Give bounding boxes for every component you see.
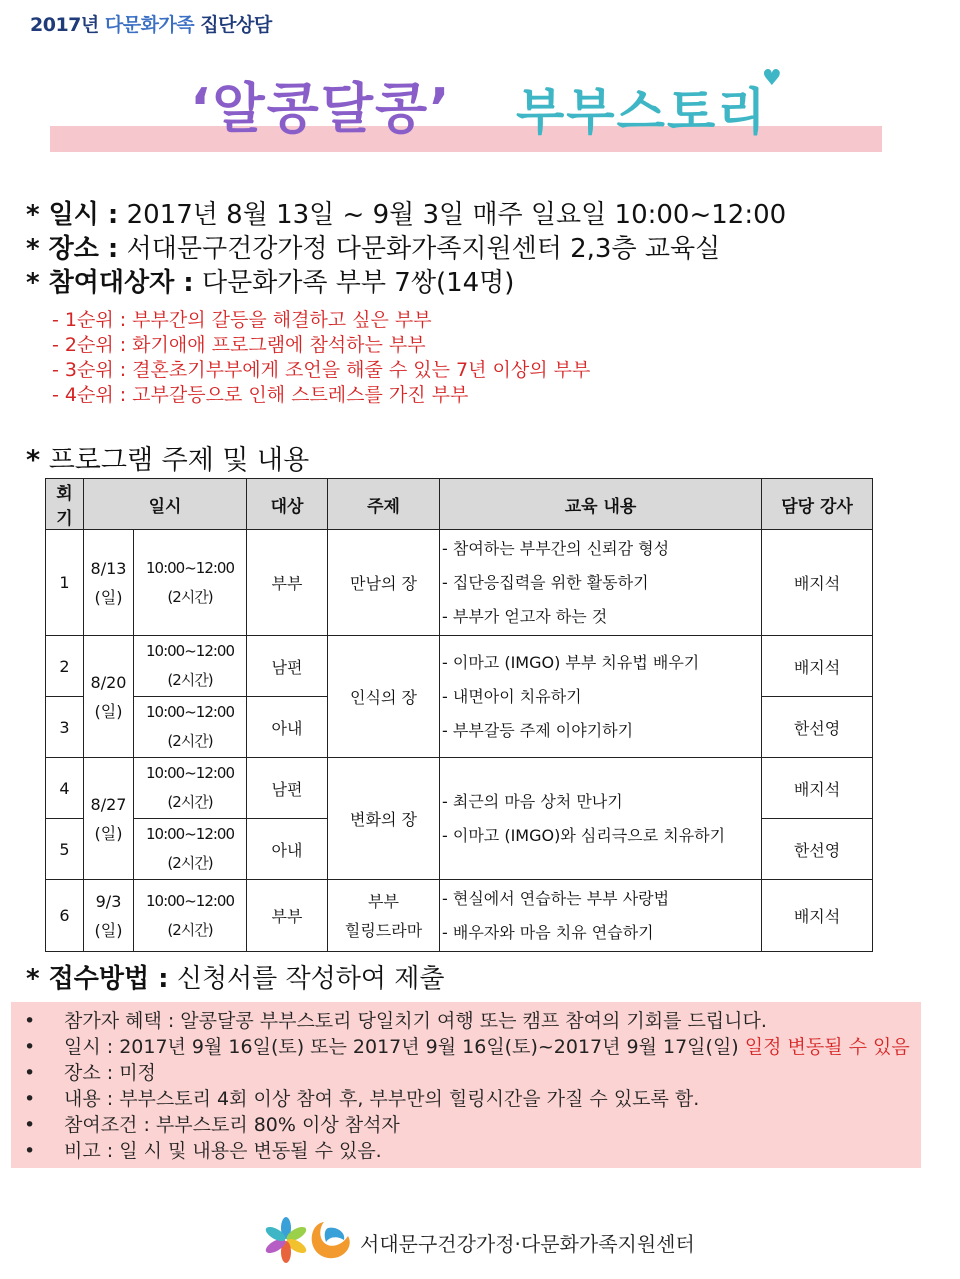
session-target: 부부 xyxy=(247,530,328,636)
session-instructor: 배지석 xyxy=(762,530,873,636)
session-time: 10:00~12:00 (2시간) xyxy=(134,636,247,697)
table-header-row xyxy=(46,479,873,530)
session-date: 9/3 (일) xyxy=(84,880,134,952)
session-time: 10:00~12:00 (2시간) xyxy=(134,530,247,636)
table-row xyxy=(46,758,873,819)
session-content: - 현실에서 연습하는 부부 사랑법 - 배우자와 마음 치유 연습하기 xyxy=(440,880,762,952)
benefit-item: • 참가자 혜택 : 알콩달콩 부부스토리 당일치기 여행 또는 캠프 참여의 기회를 드립니다. xyxy=(24,1010,767,1032)
title-left: ‘알콩달콩’ xyxy=(190,77,452,140)
session-target: 아내 xyxy=(247,819,328,880)
session-instructor: 배지석 xyxy=(762,636,873,697)
session-topic: 인식의 장 xyxy=(328,636,440,758)
schedule-table xyxy=(45,478,873,952)
org-name: 서대문구건강가정·다문화가족지원센터 xyxy=(360,1232,695,1256)
table-row xyxy=(46,880,873,952)
info-target: * 참여대상자 : 다문화가족 부부 7쌍(14명) xyxy=(26,268,515,298)
type-label: 집단상담 xyxy=(200,14,272,36)
session-topic: 만남의 장 xyxy=(328,530,440,636)
header-target: 대상 xyxy=(247,479,328,530)
benefit-item: • 일시 : 2017년 9월 16일(토) 또는 2017년 9월 16일(토)~2017년 9월 17일(일) 일정 변동될 수 있음 xyxy=(24,1036,910,1058)
receipt-method: * 접수방법 : 신청서를 작성하여 제출 xyxy=(26,964,445,994)
session-no: 4 xyxy=(46,758,84,819)
program-section-title: * 프로그램 주제 및 내용 xyxy=(26,445,310,476)
session-content: - 이마고 (IMGO) 부부 치유법 배우기 - 내면아이 치유하기 - 부부갈등 주제 이야기하기 xyxy=(440,636,762,758)
session-time: 10:00~12:00 (2시간) xyxy=(134,697,247,758)
session-instructor: 한선영 xyxy=(762,697,873,758)
header-content: 교육 내용 xyxy=(440,479,762,530)
info-date: * 일시 : 2017년 8월 13일 ~ 9월 3일 매주 일요일 10:00~12:00 xyxy=(26,200,787,230)
event-info xyxy=(26,198,786,300)
benefit-item: • 비고 : 일 시 및 내용은 변동될 수 있음. xyxy=(24,1140,382,1162)
year-label: 2017년 xyxy=(30,14,99,36)
benefit-item: • 장소 : 미정 xyxy=(24,1062,156,1084)
priority-item: - 4순위 : 고부갈등으로 인해 스트레스를 가진 부부 xyxy=(52,384,469,406)
header-session: 회기 xyxy=(46,479,84,530)
program-label: 다문화가족 xyxy=(104,14,195,36)
benefit-item: • 내용 : 부부스토리 4회 이상 참여 후, 부부만의 힐링시간을 가질 수 있도록 함. xyxy=(24,1088,700,1110)
session-date: 8/13 (일) xyxy=(84,530,134,636)
header-topic: 주제 xyxy=(328,479,440,530)
heart-icon: ♥ xyxy=(762,66,782,91)
session-content: - 최근의 마음 상처 만나기 - 이마고 (IMGO)와 심리극으로 치유하기 xyxy=(440,758,762,880)
session-content: - 참여하는 부부간의 신뢰감 형성 - 집단응집력을 위한 활동하기 - 부부가 얻고자 하는 것 xyxy=(440,530,762,636)
info-place: * 장소 : 서대문구건강가정 다문화가족지원센터 2,3층 교육실 xyxy=(26,234,721,264)
session-no: 6 xyxy=(46,880,84,952)
footer xyxy=(262,1214,695,1264)
session-time: 10:00~12:00 (2시간) xyxy=(134,880,247,952)
priority-item: - 1순위 : 부부간의 갈등을 해결하고 싶은 부부 xyxy=(52,309,432,331)
table-row xyxy=(46,530,873,636)
session-date: 8/20 (일) xyxy=(84,636,134,758)
session-no: 1 xyxy=(46,530,84,636)
header-instructor: 담당 강사 xyxy=(762,479,873,530)
title-right: 부부스토리 xyxy=(516,83,768,141)
session-target: 남편 xyxy=(247,636,328,697)
session-date: 8/27 (일) xyxy=(84,758,134,880)
session-no: 2 xyxy=(46,636,84,697)
session-no: 3 xyxy=(46,697,84,758)
session-target: 아내 xyxy=(247,697,328,758)
session-topic: 변화의 장 xyxy=(328,758,440,880)
benefit-list xyxy=(24,1008,910,1164)
session-instructor: 배지석 xyxy=(762,880,873,952)
org-logo-icon xyxy=(262,1214,356,1264)
session-instructor: 한선영 xyxy=(762,819,873,880)
schedule-change-note: 일정 변동될 수 있음 xyxy=(744,1036,910,1058)
top-label xyxy=(30,10,272,37)
session-no: 5 xyxy=(46,819,84,880)
priority-list xyxy=(52,308,590,408)
benefit-item: • 참여조건 : 부부스토리 80% 이상 참석자 xyxy=(24,1114,400,1136)
session-target: 남편 xyxy=(247,758,328,819)
session-time: 10:00~12:00 (2시간) xyxy=(134,758,247,819)
session-instructor: 배지석 xyxy=(762,758,873,819)
session-target: 부부 xyxy=(247,880,328,952)
session-topic: 부부 힐링드라마 xyxy=(328,880,440,952)
priority-item: - 2순위 : 화기애애 프로그램에 참석하는 부부 xyxy=(52,334,426,356)
table-row xyxy=(46,636,873,697)
header-datetime: 일시 xyxy=(84,479,247,530)
session-time: 10:00~12:00 (2시간) xyxy=(134,819,247,880)
priority-item: - 3순위 : 결혼초기부부에게 조언을 해줄 수 있는 7년 이상의 부부 xyxy=(52,359,591,381)
